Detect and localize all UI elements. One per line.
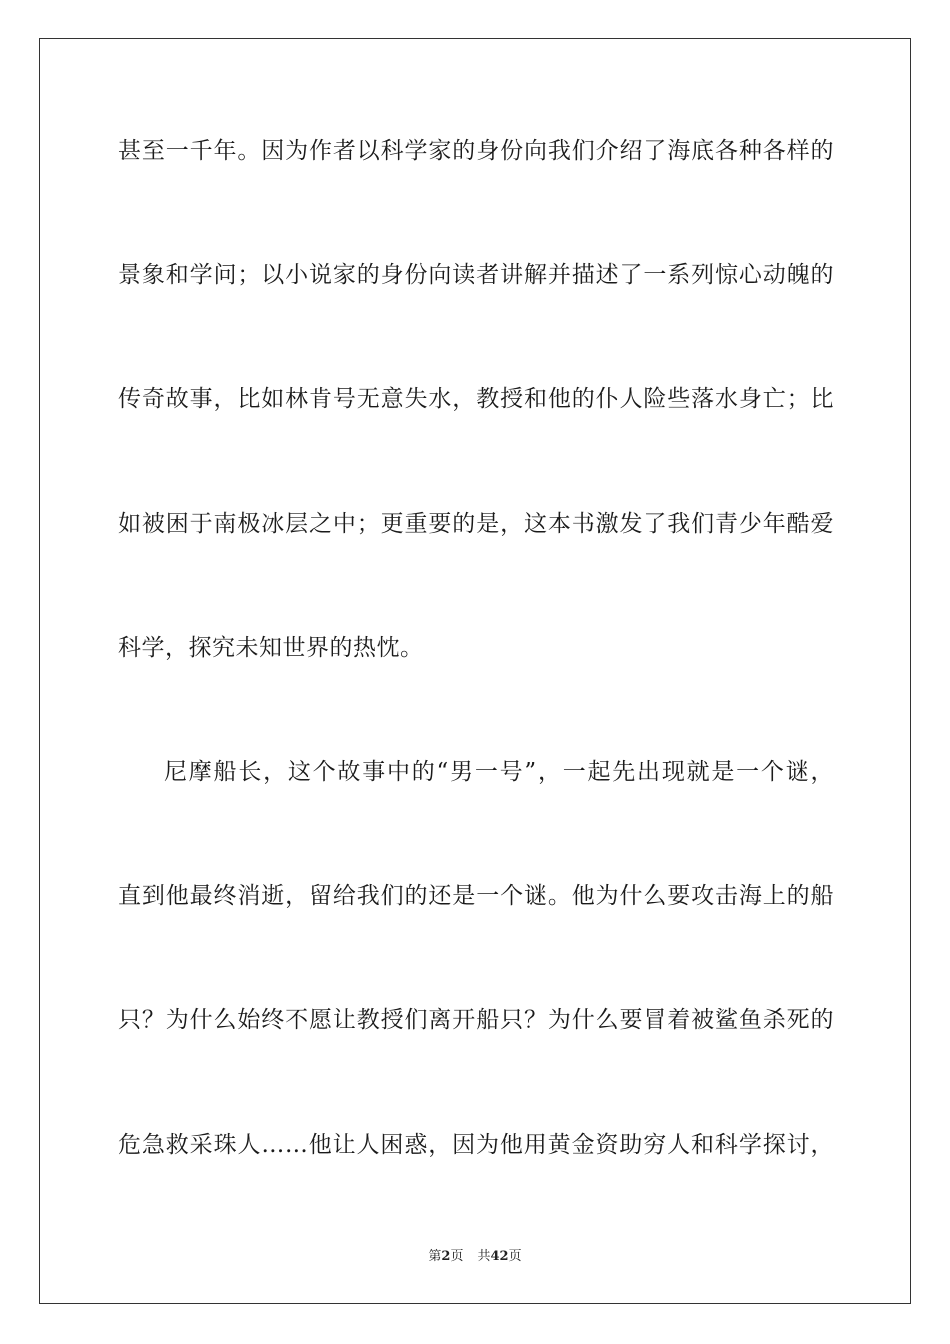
footer-total-suffix: 页 (508, 1249, 522, 1264)
footer-page-number: 2 (441, 1249, 451, 1264)
footer-total-prefix: 共 (477, 1249, 491, 1264)
body-line-9: 危急救采珠人……他让人困惑，因为他用黄金资助穷人和科学探讨， (118, 1132, 834, 1158)
body-line-1: 甚至一千年。因为作者以科学家的身份向我们介绍了海底各种各样的 (118, 138, 834, 164)
body-line-6-indented: 尼摩船长，这个故事中的“男一号”，一起先出现就是一个谜， (164, 759, 834, 785)
footer-page-prefix: 第 (428, 1249, 442, 1264)
body-line-3: 传奇故事，比如林肯号无意失水，教授和他的仆人险些落水身亡；比 (118, 386, 834, 412)
body-line-7: 直到他最终消逝，留给我们的还是一个谜。他为什么要攻击海上的船 (118, 883, 834, 909)
body-line-4: 如被困于南极冰层之中；更重要的是，这本书激发了我们青少年酷爱 (118, 511, 834, 537)
footer-total-pages: 42 (490, 1249, 509, 1264)
page-border (39, 38, 911, 1304)
body-line-5: 科学，探究未知世界的热忱。 (118, 635, 424, 661)
page-footer (0, 1248, 950, 1266)
body-line-8: 只？为什么始终不愿让教授们离开船只？为什么要冒着被鲨鱼杀死的 (118, 1007, 834, 1033)
footer-page-suffix: 页 (450, 1249, 464, 1264)
body-line-2: 景象和学问；以小说家的身份向读者讲解并描述了一系列惊心动魄的 (118, 262, 834, 288)
